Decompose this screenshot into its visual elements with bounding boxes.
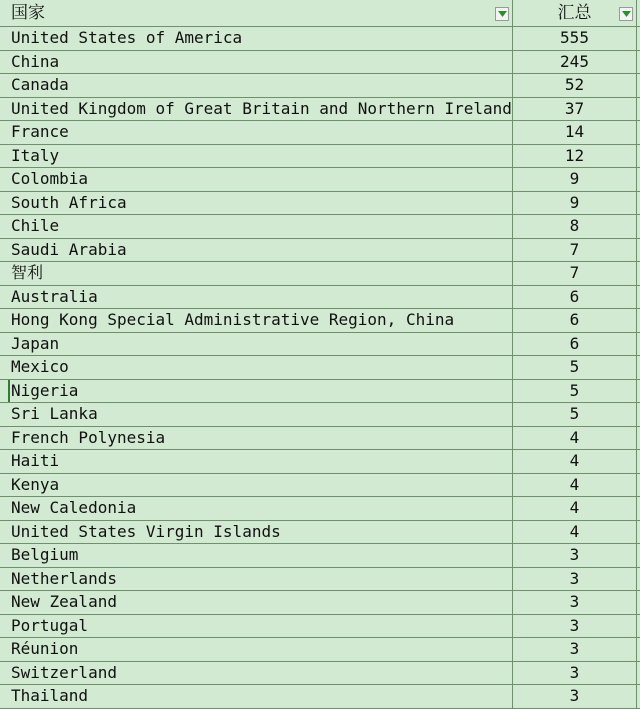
total-cell[interactable]: 14 [513, 121, 637, 144]
total-cell[interactable]: 9 [513, 168, 637, 191]
country-cell[interactable]: South Africa [0, 192, 513, 215]
table-row [0, 615, 640, 639]
country-cell[interactable]: China [0, 51, 513, 74]
total-cell[interactable]: 4 [513, 427, 637, 450]
total-cell[interactable]: 3 [513, 544, 637, 567]
total-cell[interactable]: 3 [513, 685, 637, 708]
country-cell[interactable]: Chile [0, 215, 513, 238]
table-row [0, 685, 640, 709]
country-cell[interactable]: Netherlands [0, 568, 513, 591]
country-cell[interactable]: Thailand [0, 685, 513, 708]
table-row [0, 51, 640, 75]
total-cell[interactable]: 4 [513, 474, 637, 497]
country-cell[interactable]: United Kingdom of Great Britain and Northern Ireland [0, 98, 513, 121]
country-cell[interactable]: United States of America [0, 27, 513, 50]
total-cell[interactable]: 5 [513, 356, 637, 379]
total-cell[interactable]: 5 [513, 380, 637, 403]
total-cell[interactable]: 3 [513, 662, 637, 685]
country-cell[interactable]: Sri Lanka [0, 403, 513, 426]
country-cell[interactable]: Canada [0, 74, 513, 97]
table-row [0, 521, 640, 545]
table-row [0, 239, 640, 263]
table-row [0, 333, 640, 357]
total-cell[interactable]: 37 [513, 98, 637, 121]
table-row [0, 638, 640, 662]
total-cell[interactable]: 3 [513, 568, 637, 591]
country-cell[interactable]: 智利 [0, 262, 513, 285]
total-cell[interactable]: 5 [513, 403, 637, 426]
total-cell[interactable]: 9 [513, 192, 637, 215]
cell-selection-marker [8, 380, 10, 402]
country-cell[interactable]: French Polynesia [0, 427, 513, 450]
table-row [0, 145, 640, 169]
country-cell[interactable]: Australia [0, 286, 513, 309]
country-cell[interactable]: Italy [0, 145, 513, 168]
country-cell[interactable]: Mexico [0, 356, 513, 379]
filter-dropdown-icon [622, 11, 631, 17]
country-cell[interactable]: Haiti [0, 450, 513, 473]
country-cell[interactable]: Portugal [0, 615, 513, 638]
total-cell[interactable]: 4 [513, 521, 637, 544]
total-cell[interactable]: 245 [513, 51, 637, 74]
country-cell[interactable]: United States Virgin Islands [0, 521, 513, 544]
table-row [0, 286, 640, 310]
total-cell[interactable]: 12 [513, 145, 637, 168]
total-cell[interactable]: 6 [513, 286, 637, 309]
country-cell[interactable]: New Zealand [0, 591, 513, 614]
total-cell[interactable]: 52 [513, 74, 637, 97]
table-row [0, 215, 640, 239]
table-row [0, 356, 640, 380]
table-row [0, 98, 640, 122]
total-filter-button[interactable] [619, 7, 633, 21]
total-cell[interactable]: 3 [513, 638, 637, 661]
country-filter-button[interactable] [495, 7, 509, 21]
total-header-cell[interactable] [513, 0, 637, 26]
table-row [0, 427, 640, 451]
table-row [0, 474, 640, 498]
total-cell[interactable]: 555 [513, 27, 637, 50]
country-cell[interactable]: Hong Kong Special Administrative Region, China [0, 309, 513, 332]
country-cell[interactable]: Belgium [0, 544, 513, 567]
country-header-label: 国家 [11, 3, 45, 23]
table-row [0, 192, 640, 216]
total-cell[interactable]: 3 [513, 591, 637, 614]
table-row [0, 74, 640, 98]
table-row [0, 27, 640, 51]
total-cell[interactable]: 3 [513, 615, 637, 638]
table-row [0, 380, 640, 404]
country-cell[interactable]: New Caledonia [0, 497, 513, 520]
table-row [0, 262, 640, 286]
table-row [0, 168, 640, 192]
country-cell[interactable]: Saudi Arabia [0, 239, 513, 262]
total-cell[interactable]: 4 [513, 450, 637, 473]
table-row [0, 309, 640, 333]
country-cell[interactable]: Colombia [0, 168, 513, 191]
total-cell[interactable]: 8 [513, 215, 637, 238]
table-row [0, 662, 640, 686]
total-header-label: 汇总 [557, 3, 592, 23]
table-row [0, 568, 640, 592]
country-header-cell[interactable] [0, 0, 513, 26]
country-cell[interactable]: Réunion [0, 638, 513, 661]
country-cell[interactable]: Nigeria [0, 380, 513, 403]
total-cell[interactable]: 4 [513, 497, 637, 520]
header-row [0, 0, 640, 27]
country-cell[interactable]: France [0, 121, 513, 144]
table-row [0, 497, 640, 521]
total-cell[interactable]: 6 [513, 309, 637, 332]
country-cell[interactable]: Switzerland [0, 662, 513, 685]
total-cell[interactable]: 7 [513, 262, 637, 285]
country-cell[interactable]: Japan [0, 333, 513, 356]
country-cell[interactable]: Kenya [0, 474, 513, 497]
table-row [0, 403, 640, 427]
total-cell[interactable]: 7 [513, 239, 637, 262]
table-row [0, 450, 640, 474]
table-row [0, 121, 640, 145]
table-row [0, 544, 640, 568]
table-body [0, 27, 640, 709]
table-row [0, 591, 640, 615]
filter-dropdown-icon [498, 11, 507, 17]
total-cell[interactable]: 6 [513, 333, 637, 356]
